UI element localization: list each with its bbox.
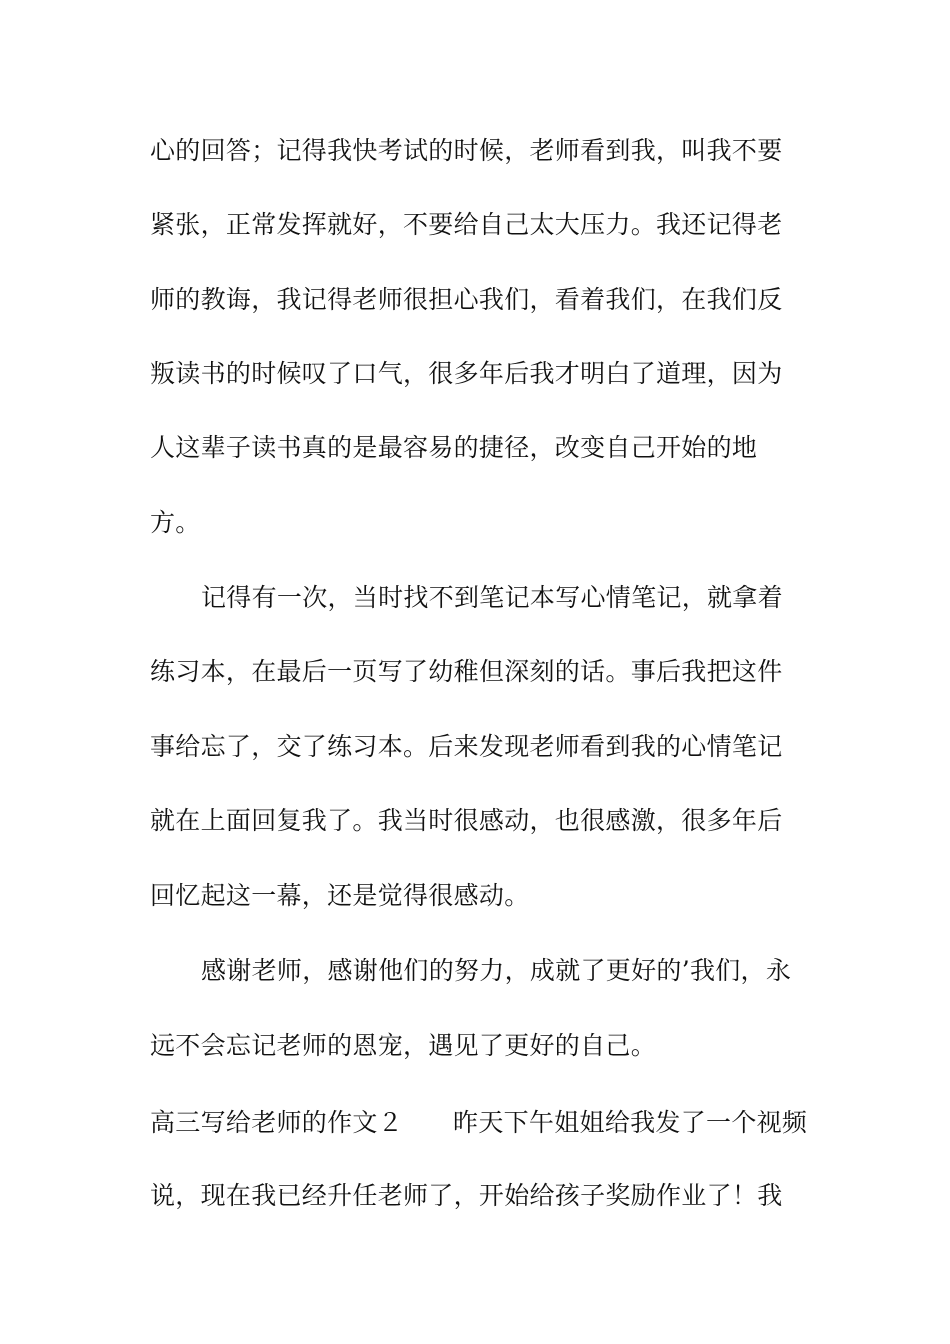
- text-line: 记得有一次，当时找不到笔记本写心情笔记，就拿着: [201, 583, 783, 612]
- text-line: 说，现在我已经升任老师了，开始给孩子奖励作业了！我: [150, 1181, 783, 1210]
- text-line: 感谢老师，感谢他们的努力，成就了更好的’我们，永: [201, 956, 792, 985]
- text-line: 方。: [150, 508, 201, 537]
- text-line: 事给忘了，交了练习本。后来发现老师看到我的心情笔记: [150, 732, 783, 761]
- text-line: 人这辈子读书真的是最容易的捷径，改变自己开始的地: [150, 433, 758, 462]
- text-line: 练习本，在最后一页写了幼稚但深刻的话。事后我把这件: [150, 657, 783, 686]
- essay-2-title: 高三写给老师的作文２: [150, 1108, 404, 1137]
- text-line: 心的回答；记得我快考试的时候，老师看到我，叫我不要: [150, 136, 783, 165]
- text-line: 回忆起这一幕，还是觉得很感动。: [150, 881, 530, 910]
- essay-2-first-line: 昨天下午姐姐给我发了一个视频: [453, 1108, 808, 1137]
- text-line: 紧张，正常发挥就好，不要给自己太大压力。我还记得老: [150, 210, 783, 239]
- text-line: 叛读书的时候叹了口气，很多年后我才明白了道理，因为: [150, 359, 783, 388]
- essay-2-heading-row: [150, 1107, 807, 1139]
- text-line: 远不会忘记老师的恩宠，遇见了更好的自己。: [150, 1031, 657, 1060]
- text-line: 就在上面回复我了。我当时很感动，也很感激，很多年后: [150, 806, 783, 835]
- text-line: 师的教诲，我记得老师很担心我们，看着我们，在我们反: [150, 285, 783, 314]
